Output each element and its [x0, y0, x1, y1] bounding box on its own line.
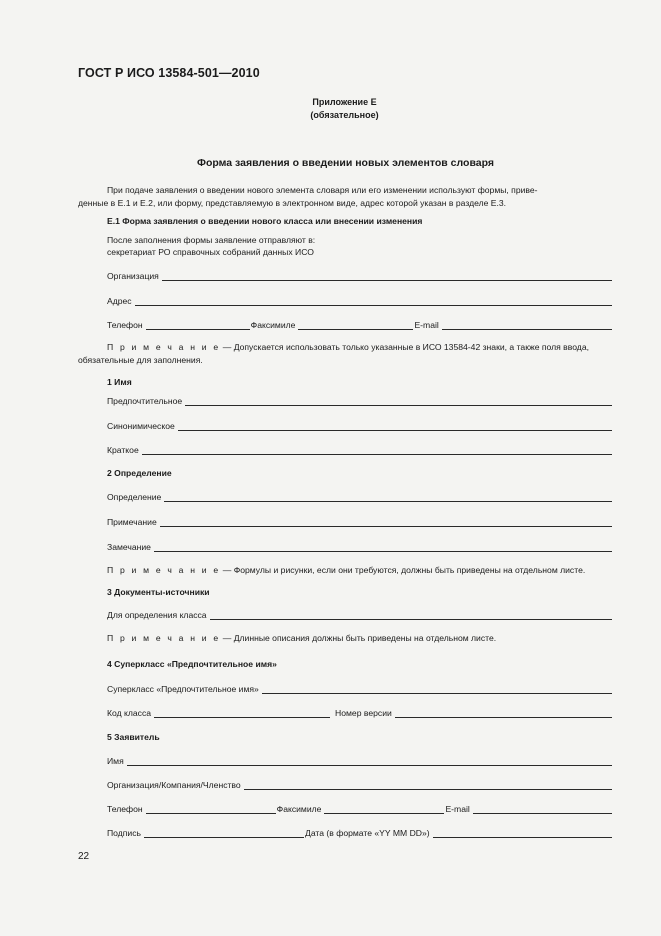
- annex-status: (обязательное): [310, 110, 379, 120]
- send-line-2: секретариат РО справочных собраний данных ИСО: [107, 247, 314, 257]
- note-1-line-1: П р и м е ч а н и е — Допускается использовать только указанные в ИСО 13584-42 знаки, а также поля ввода,: [107, 342, 589, 352]
- intro-line-2: денные в Е.1 и Е.2, или форму, представляемую в электронном виде, адрес которой указан в разделе Е.3.: [78, 198, 507, 208]
- fax-label: Факсимиле: [250, 320, 296, 330]
- note-2: П р и м е ч а н и е — Формулы и рисунки, если они требуются, должны быть приведены на отдельном листе.: [107, 565, 586, 575]
- address-field[interactable]: [107, 294, 613, 306]
- class-definition-source-field[interactable]: [107, 608, 613, 620]
- section-1-heading: 1 Имя: [107, 377, 132, 387]
- definition-field[interactable]: [107, 490, 613, 502]
- superclass-field[interactable]: [107, 682, 613, 694]
- synonym-name-field[interactable]: [107, 419, 613, 431]
- remark-field[interactable]: [107, 540, 613, 552]
- note-1-line-2: обязательные для заполнения.: [78, 355, 203, 365]
- for-class-label: Для определения класса: [107, 610, 207, 620]
- phone-fax-email-row[interactable]: [107, 318, 613, 330]
- applicant-name-field[interactable]: [107, 754, 613, 766]
- organization-label: Организация: [107, 271, 159, 281]
- applicant-contacts-row[interactable]: [107, 802, 613, 814]
- class-code-label: Код класса: [107, 708, 152, 718]
- section-4-heading: 4 Суперкласс «Предпочтительное имя»: [107, 659, 277, 669]
- class-code-version-row[interactable]: [107, 706, 613, 718]
- applicant-phone-label: Телефон: [107, 804, 143, 814]
- applicant-fax-label: Факсимиле: [276, 804, 322, 814]
- section-5-heading: 5 Заявитель: [107, 732, 160, 742]
- intro-line-1: При подаче заявления о введении нового элемента словаря или его изменении используют формы, приве-: [107, 185, 538, 195]
- email-label: E-mail: [414, 320, 439, 330]
- preferred-label: Предпочтительное: [107, 396, 183, 406]
- short-label: Краткое: [107, 445, 139, 455]
- superclass-label: Суперкласс «Предпочтительное имя»: [107, 684, 259, 694]
- address-label: Адрес: [107, 296, 132, 306]
- section-e1-heading: Е.1 Форма заявления о введении нового класса или внесении изменения: [107, 216, 423, 226]
- phone-label: Телефон: [107, 320, 143, 330]
- note-field[interactable]: [107, 515, 613, 527]
- definition-label: Определение: [107, 492, 162, 502]
- short-name-field[interactable]: [107, 443, 613, 455]
- send-line-1: После заполнения формы заявление отправляют в:: [107, 235, 316, 245]
- applicant-name-label: Имя: [107, 756, 124, 766]
- applicant-org-label: Организация/Компания/Членство: [107, 780, 241, 790]
- synonym-label: Синонимическое: [107, 421, 175, 431]
- version-label: Номер версии: [335, 708, 392, 718]
- page-number: 22: [78, 851, 90, 862]
- standard-header: ГОСТ Р ИСО 13584-501—2010: [78, 66, 260, 80]
- signature-date-row[interactable]: [107, 826, 613, 838]
- organization-field[interactable]: [107, 269, 613, 281]
- annex-title: Приложение Е: [312, 97, 377, 107]
- section-2-heading: 2 Определение: [107, 468, 172, 478]
- preferred-name-field[interactable]: [107, 394, 613, 406]
- form-title: Форма заявления о введении новых элементов словаря: [196, 157, 494, 169]
- applicant-org-field[interactable]: [107, 778, 613, 790]
- signature-label: Подпись: [107, 828, 142, 838]
- note-3: П р и м е ч а н и е — Длинные описания должны быть приведены на отдельном листе.: [107, 633, 497, 643]
- date-label: Дата (в формате «YY MM DD»): [305, 828, 430, 838]
- note-label: Примечание: [107, 517, 157, 527]
- remark-label: Замечание: [107, 542, 151, 552]
- section-3-heading: 3 Документы-источники: [107, 587, 210, 597]
- applicant-email-label: E-mail: [445, 804, 470, 814]
